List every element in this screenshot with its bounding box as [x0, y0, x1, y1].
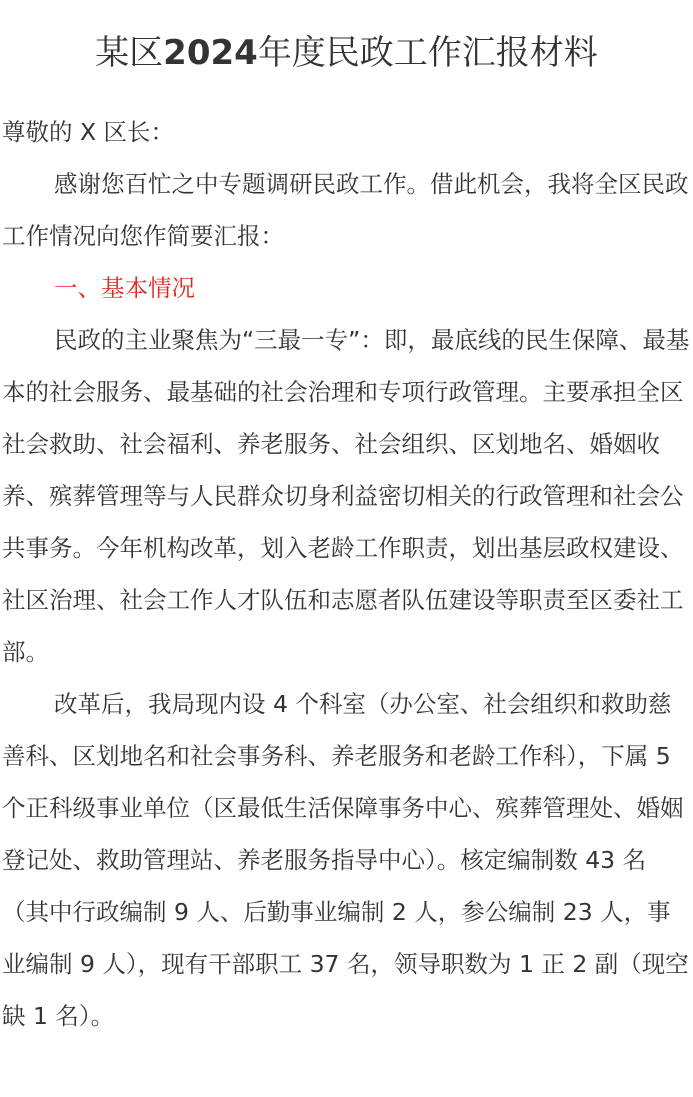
- title-suffix: 年度民政工作汇报材料: [257, 33, 598, 73]
- document-body: [2, 106, 690, 1042]
- paragraph-intro: 感谢您百忙之中专题调研民政工作。借此机会，我将全区民政工作情况向您作简要汇报：: [2, 170, 689, 250]
- title-year: 2024: [163, 33, 258, 73]
- title-prefix: 某区: [95, 33, 164, 73]
- paragraph-organization: 改革后，我局现内设 4 个科室（办公室、社会组织和救助慈善科、区划地名和社会事务科、养老服务和老龄工作科），下属 5 个正科级事业单位（区最低生活保障事务中心、殡葬管理处、婚姻登记处、救助管理站、养老服务指导中心）。核定编制数 43 名（其中行政编制 9 人、后勤事业编制 2 人，参公编制 23 人，事业编制 9 人），现有干部职工 37 名，领导职数为 1 正 2 副（现空缺 1 名）。: [2, 690, 689, 1030]
- salutation: 尊敬的 X 区长：: [2, 118, 175, 146]
- document-title: [0, 28, 693, 78]
- section-heading-basic-situation: 一、基本情况: [54, 274, 195, 302]
- paragraph-main-duties: 民政的主业聚焦为“三最一专”：即，最底线的民生保障、最基本的社会服务、最基础的社会治理和专项行政管理。主要承担全区社会救助、社会福利、养老服务、社会组织、区划地名、婚姻收养、殡葬管理等与人民群众切身利益密切相关的行政管理和社会公共事务。今年机构改革，划入老龄工作职责，划出基层政权建设、社区治理、社会工作人才队伍和志愿者队伍建设等职责至区委社工部。: [2, 326, 690, 666]
